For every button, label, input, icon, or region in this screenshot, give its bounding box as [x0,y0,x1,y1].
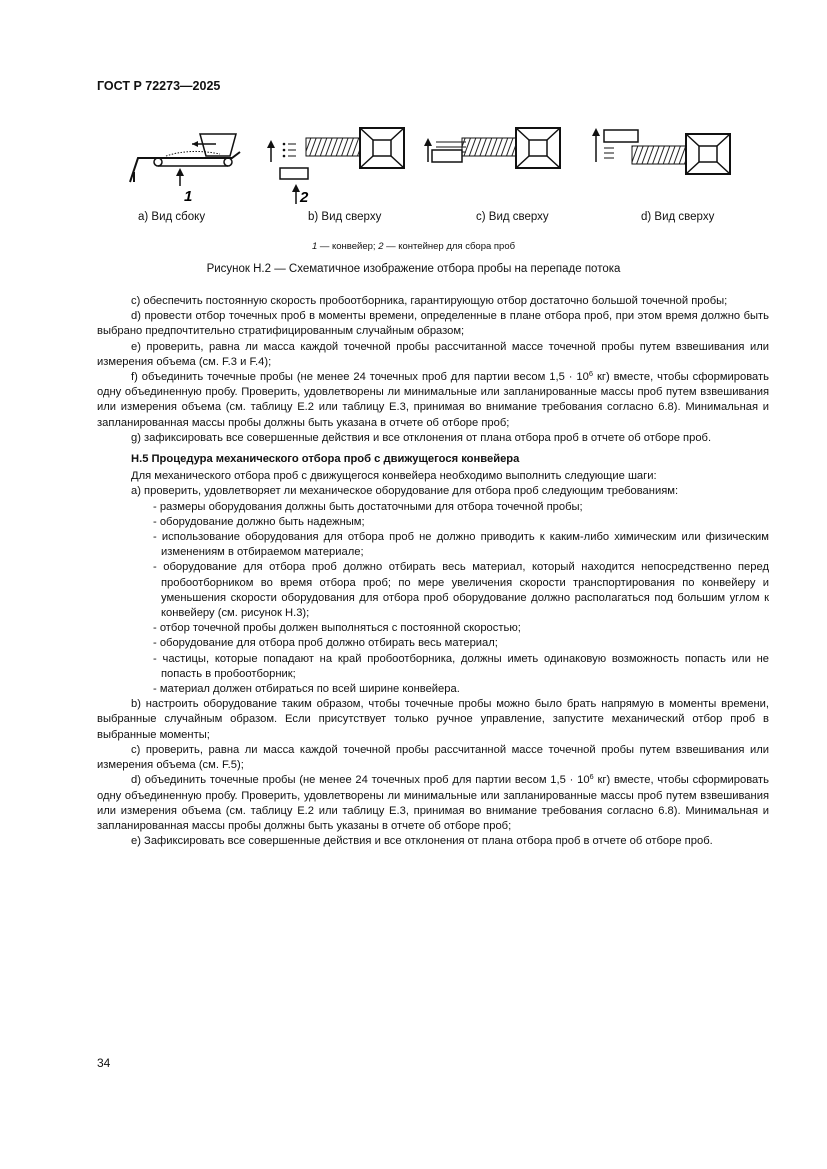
callout-1: 1 [184,188,193,205]
item-b: b) настроить оборудование таким образом, чтобы точечные пробы можно было брать напрямую в моменты времени, выбранные случайным образом. Если присутствует только ручное управление, запустите механический отбор проб в выбранные моменты; [97,698,769,741]
top-view-d-drawing [592,128,730,174]
caption-c: с) Вид сверху [476,211,549,223]
caption-a: а) Вид сбоку [138,211,206,223]
paragraph-f: f) объединить точечные пробы (не менее 24 точечных проб для партии весом $1,5 \cdot 10^6$ кг) вместе, чтобы сформировать одну объединенную пробу. Проверить, удовлетворены ли минимальные или запланированные массы проб путем взвешивания или измерения объема (см. таблицу Е.2 или таблицу Е.3, принимая во внимание требования согласно 6.8). Минимальная и запланированная массы пробы должны быть указана в отчете об отборе проб; [97,369,769,429]
paragraph-c: с) обеспечить постоянную скорость пробоотборника, гарантирующую отбор достаточно большой точечной пробы; [131,295,728,307]
dash-item: - использование оборудования для отбора проб не должно приводить к каким-либо химическим или физическим изменениям в отбираемом материале; [153,531,769,559]
callout-2: 2 [300,189,309,206]
caption-d: d) Вид сверху [641,211,715,223]
dash-item: - размеры оборудования должны быть достаточными для отбора точечной пробы; [153,500,583,513]
dash-item: - оборудование должно быть надежным; [153,515,365,528]
figure-title: Рисунок Н.2 — Схематичное изображение отбора пробы на перепаде потока [206,263,621,275]
item-d: d) объединить точечные пробы (не менее 24 точечных проб для партии весом $1,5 \cdot 10^6$ кг) вместе, чтобы сформировать одну объединенную пробу. Проверить, удовлетворены ли минимальные или запланированные массы проб путем взвешивания или измерения объема (см. таблицу Е.2 или таблицу Е.3, принимая во внимание требования согласно 6.8). Минимальная и запланированная массы пробы должны быть указаны в отчете об отборе проб; [97,772,769,832]
section-title: Н.5 Процедура механического отбора проб с движущегося конвейера [131,453,520,466]
figure-legend: 1 — конвейер; 2 — контейнер для сбора проб [311,241,516,252]
item-a: а) проверить, удовлетворяет ли механическое оборудование для отбора проб следующим требованиям: [131,485,679,498]
dash-item: - оборудование для отбора проб должно отбирать весь материал; [153,637,498,650]
body-text [97,294,769,849]
top-view-b-drawing [267,128,404,204]
side-view-drawing [130,134,240,186]
section-intro: Для механического отбора проб с движущегося конвейера необходимо выполнить следующие шаги: [131,470,657,483]
sampling-diagram [120,120,760,210]
dash-item: - отбор точечной пробы должен выполняться с постоянной скоростью; [153,622,521,635]
dash-item: - частицы, которые попадают на край пробоотборника, должны иметь одинаковую возможность попасть или не попасть в пробоотборник; [153,652,769,680]
document-header: ГОСТ Р 72273—2025 [97,79,221,93]
item-e: е) Зафиксировать все совершенные действия и все отклонения от плана отбора проб в отчете об отборе проб. [131,835,713,848]
top-view-c-drawing [424,128,560,168]
dash-item: - материал должен отбираться по всей ширине конвейера. [153,683,460,696]
paragraph-g: g) зафиксировать все совершенные действия и все отклонения от плана отбора проб в отчете об отборе проб. [131,431,712,444]
paragraph-e: е) проверить, равна ли масса каждой точечной пробы рассчитанной массе точечной пробы путем взвешивания или измерения объема (см. F.3 и F.4); [97,340,769,368]
item-c: с) проверить, равна ли масса каждой точечной пробы рассчитанной массе точечной пробы путем взвешивания или измерения объема (см. F.5); [97,743,769,772]
dash-item: - оборудование для отбора проб должно отбирать весь материал, который находится непосредственно перед пробоотборником во время отбора проб; по мере увеличения скорости транспортирования по конвейеру и уменьшения скорости оборудования для отбора проб оборудование должно располагаться под большим углом к конвейеру (см. рисунок Н.3); [153,561,769,620]
paragraph-d: d) провести отбор точечных проб в моменты времени, определенные в плане отбора проб, при этом время должно быть выбрано предпочтительно стратифицированным случайным образом; [97,310,769,338]
caption-b: b) Вид сверху [308,211,382,223]
page-number: 34 [97,1056,111,1070]
